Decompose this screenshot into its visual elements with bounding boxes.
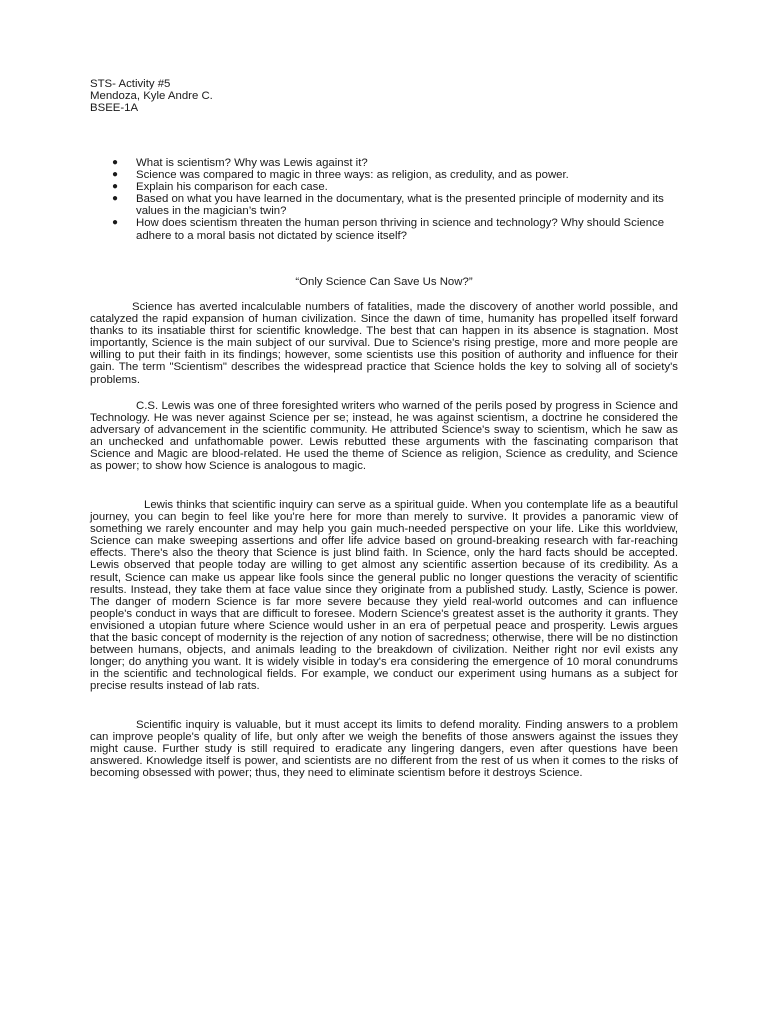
essay-paragraph-2: C.S. Lewis was one of three foresighted writers who warned of the perils posed by progress in Science and Technology. He was never against Science per se; instead, he was against scientism, a doctrine he considered the adversary of advancement in the scientific community. He attributed Science's sway to scientism, which he saw as an unchecked and unfathomable power. Lewis rebutted these arguments with the fascinating comparison that Science and Magic are blood-related. He used the theme of Science as religion, Science as credulity, and Science as power; to show how Science is analogous to magic. xyxy=(90,400,678,473)
document-content xyxy=(90,78,678,780)
question-text: Science was compared to magic in three ways: as religion, as credulity, and as power. xyxy=(136,169,569,182)
bullet-icon: ● xyxy=(112,157,119,168)
question-text: Explain his comparison for each case. xyxy=(136,181,328,194)
question-item xyxy=(109,217,678,241)
bullet-icon: ● xyxy=(112,193,119,205)
bullet-icon: ● xyxy=(112,169,119,181)
question-item xyxy=(109,181,678,193)
question-item xyxy=(109,193,678,217)
course-section: BSEE-1A xyxy=(90,102,139,115)
question-list xyxy=(109,157,678,242)
essay-paragraph-3: Lewis thinks that scientific inquiry can serve as a spiritual guide. When you contemplate life as a beautiful journey, you can begin to feel like you're here for more than merely to survive. It provides a panoramic view of something we rarely encounter and may help you gain much-needed perspective on your life. Like this worldview, Science can make sweeping assertions and offer life advice based on ground-breaking research with far-reaching effects. There's also the theory that Science is just blind faith. In Science, only the hard facts should be accepted. Lewis observed that people today are willing to get almost any scientific assertion because of its credibility. As a result, Science can make us appear like fools since the general public no longer questions the veracity of scientific results. Instead, they take them at face value since they originate from a published study. Lastly, Science is power. The danger of modern Science is far more severe because they yield real-world outcomes and can influence people's conduct in ways that are difficult to foresee. Modern Science's greatest asset is the authority it grants. They envisioned a utopian future where Science would usher in an era of perpetual peace and prosperity. Lewis argues that the basic concept of modernity is the rejection of any notion of sacredness; otherwise, there will be no distinction between humans, objects, and animals leading to the breakdown of civilization. Neither right nor evil exists any longer; do anything you want. It is widely visible in today's era considering the emergence of 10 moral conundrums in the scientific and technological fields. For example, we conduct our experiment using humans as a subject for precise results instead of lab rats. xyxy=(90,499,678,693)
question-text: How does scientism threaten the human person thriving in science and technology? Why should Science adhere to a moral basis not dictated by science itself? xyxy=(136,217,665,242)
essay-paragraph-4: Scientific inquiry is valuable, but it must accept its limits to defend morality. Finding answers to a problem can improve people's quality of life, but only after we weigh the benefits of those answers against the issues they might cause. Further study is still required to eradicate any lingering dangers, even after questions have been answered. Knowledge itself is power, and scientists are no different from the rest of us when it comes to the risks of becoming obsessed with power; thus, they need to eliminate scientism before it destroys Science. xyxy=(90,719,678,780)
question-item xyxy=(109,169,678,181)
essay-title: “Only Science Can Save Us Now?” xyxy=(295,276,473,288)
question-item xyxy=(109,157,678,169)
student-name: Mendoza, Kyle Andre C. xyxy=(90,90,213,103)
bullet-icon: ● xyxy=(112,181,119,193)
question-text: What is scientism? Why was Lewis against it? xyxy=(136,157,368,169)
question-text: Based on what you have learned in the documentary, what is the presented principle of modernity and its values in the magician’s twin? xyxy=(136,193,664,218)
activity-title: STS- Activity #5 xyxy=(90,78,171,90)
bullet-icon: ● xyxy=(112,217,119,229)
essay-paragraph-1: Science has averted incalculable numbers of fatalities, made the discovery of another world possible, and catalyzed the rapid expansion of human civilization. Since the dawn of time, humanity has propelled itself forward thanks to its insatiable thirst for scientific knowledge. The best that can happen in its absence is stagnation. Most importantly, Science is the main subject of our survival. Due to Science's rising prestige, more and more people are willing to put their faith in its findings; however, some scientists use this position of authority and influence for their gain. The term "Scientism" describes the widespread practice that Science holds the key to solving all of society's problems. xyxy=(90,301,678,386)
